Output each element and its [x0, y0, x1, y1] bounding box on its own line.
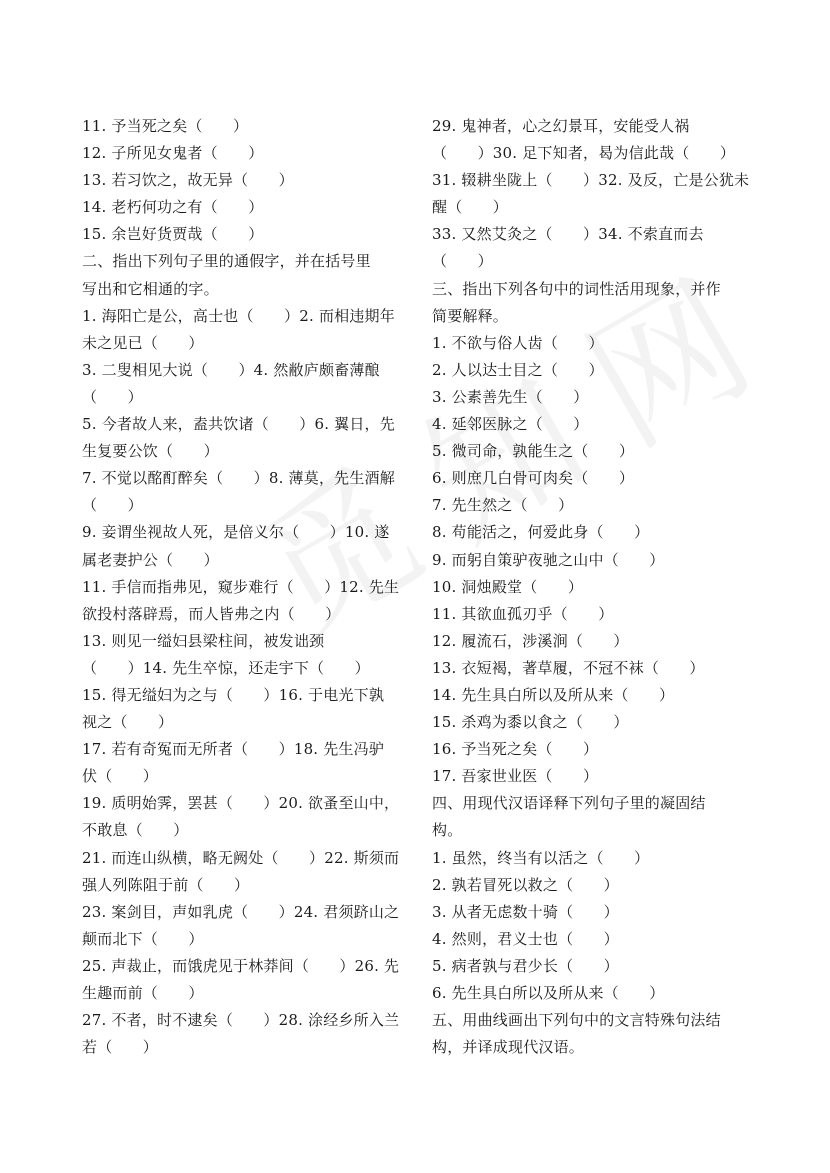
text-line: 25. 声裁止，而饿虎见于林莽间（ ）26. 先: [82, 956, 400, 975]
text-line: 伏（ ）: [82, 767, 159, 786]
text-line: 简要解释。: [432, 306, 509, 325]
text-line: 5. 微司命，孰能生之（ ）: [432, 442, 635, 461]
text-line: 3. 公素善先生（ ）: [432, 387, 589, 406]
text-line: （ ）14. 先生卒惊，还走宇下（ ）: [82, 658, 370, 677]
text-line: 4. 延邻医脉之（ ）: [432, 415, 589, 434]
text-line: 四、用现代汉语译释下列句子里的凝固结: [432, 794, 706, 813]
text-line: （ ）: [432, 252, 493, 271]
text-line: 23. 案剑目，声如乳虎（ ）24. 君须跻山之: [82, 902, 400, 921]
text-line: 16. 予当死之矣（ ）: [432, 740, 599, 759]
text-line: 若（ ）: [82, 1038, 159, 1057]
text-line: 5. 病者孰与君少长（ ）: [432, 956, 619, 975]
text-line: 12. 子所见女鬼者（ ）: [82, 144, 264, 163]
text-line: 不敢息（ ）: [82, 821, 189, 840]
text-line: 11. 其欲血孤刃乎（ ）: [432, 604, 614, 623]
text-line: 1. 虽然，终当有以活之（ ）: [432, 848, 650, 867]
text-line: 7. 不觉以酩酊醉矣（ ）8. 薄莫，先生酒解: [82, 469, 395, 488]
text-line: 27. 不者，时不逮矣（ ）28. 涂经乡所入兰: [82, 1011, 400, 1030]
left-column: [82, 113, 408, 1061]
text-line: 9. 而躬自策驴夜驰之山中（ ）: [432, 550, 665, 569]
text-line: 未之见已（ ）: [82, 333, 204, 352]
text-line: 14. 老朽何功之有（ ）: [82, 198, 264, 217]
text-line: 17. 若有奇冤而无所者（ ）18. 先生冯驴: [82, 740, 385, 759]
text-line: 12. 履流石，涉溪涧（ ）: [432, 631, 629, 650]
text-line: 醒（ ）: [432, 198, 509, 217]
text-line: 17. 吾家世业医（ ）: [432, 767, 599, 786]
text-line: 7. 先生然之（ ）: [432, 496, 574, 515]
text-line: 欲投村落辟焉，而人皆弗之内（ ）: [82, 604, 341, 623]
text-line: 4. 然则，君义士也（ ）: [432, 929, 619, 948]
text-line: 3. 从者无虑数十骑（ ）: [432, 902, 619, 921]
text-line: 二、指出下列句子里的通假字，并在括号里: [82, 252, 371, 271]
text-line: 21. 而连山纵横，略无阙处（ ）22. 斯须而: [82, 848, 400, 867]
text-line: 29. 鬼神者，心之幻景耳，安能受人祸: [432, 117, 690, 135]
text-line: （ ）: [82, 387, 143, 406]
text-line: 15. 得无缢妇为之与（ ）16. 于电光下孰: [82, 685, 385, 704]
text-line: 构。: [432, 821, 463, 840]
text-line: 1. 不欲与俗人齿（ ）: [432, 333, 604, 352]
text-line: 1. 海阳亡是公，高士也（ ）2. 而相违期年: [82, 306, 395, 325]
text-line: 五、用曲线画出下列句中的文言特殊句法结: [432, 1011, 721, 1030]
text-line: （ ）30. 足下知者，曷为信此哉（ ）: [432, 144, 736, 163]
text-line: 10. 洞烛殿堂（ ）: [432, 577, 584, 596]
text-line: 6. 先生具白所以及所从来（ ）: [432, 984, 665, 1002]
text-line: 19. 质明始霁，罢甚（ ）20. 欲蚤至山中，: [82, 794, 400, 813]
right-column: [432, 113, 762, 1061]
text-line: 构，并译成现代汉语。: [432, 1038, 585, 1057]
text-line: 13. 衣短褐，著草履，不冠不袜（ ）: [432, 658, 705, 677]
text-line: 31. 辍耕坐陇上（ ）32. 及反，亡是公犹未: [432, 171, 750, 190]
text-line: 颠而北下（ ）: [82, 929, 204, 948]
text-line: 15. 杀鸡为黍以食之（ ）: [432, 713, 629, 732]
text-line: 属老妻护公（ ）: [82, 550, 219, 569]
text-line: 8. 苟能活之，何爱此身（ ）: [432, 523, 650, 542]
text-line: 3. 二叟相见大说（ ）4. 然敝庐颇畜薄酿: [82, 360, 380, 379]
text-line: 2. 人以达士目之（ ）: [432, 360, 604, 379]
text-line: 写出和它相通的字。: [82, 279, 219, 298]
text-line: 13. 则见一缢妇县梁柱间，被发诎颈: [82, 631, 325, 650]
text-line: 11. 予当死之矣（ ）: [82, 117, 249, 135]
text-line: 生趣而前（ ）: [82, 984, 204, 1002]
text-line: 视之（ ）: [82, 713, 174, 732]
text-line: 9. 妾谓坐视故人死，是倍义尔（ ）10. 遂: [82, 523, 390, 542]
text-line: 2. 孰若冒死以救之（ ）: [432, 875, 619, 894]
text-line: 15. 余岂好货贾哉（ ）: [82, 225, 264, 244]
text-line: 11. 手信而指弗见，窥步难行（ ）12. 先生: [82, 577, 400, 596]
text-line: 13. 若习饮之，故无异（ ）: [82, 171, 294, 190]
text-line: 6. 则庶几白骨可肉矣（ ）: [432, 469, 635, 488]
text-line: （ ）: [82, 496, 143, 515]
text-line: 强人列陈阻于前（ ）: [82, 875, 250, 894]
text-line: 14. 先生具白所以及所从来（ ）: [432, 685, 675, 704]
text-line: 33. 又然艾灸之（ ）34. 不索直而去: [432, 225, 704, 244]
text-line: 三、指出下列各句中的词性活用现象，并作: [432, 279, 721, 298]
text-line: 生复要公饮（ ）: [82, 442, 219, 461]
text-line: 5. 今者故人来，盍共饮诸（ ）6. 翼日，先: [82, 415, 395, 434]
